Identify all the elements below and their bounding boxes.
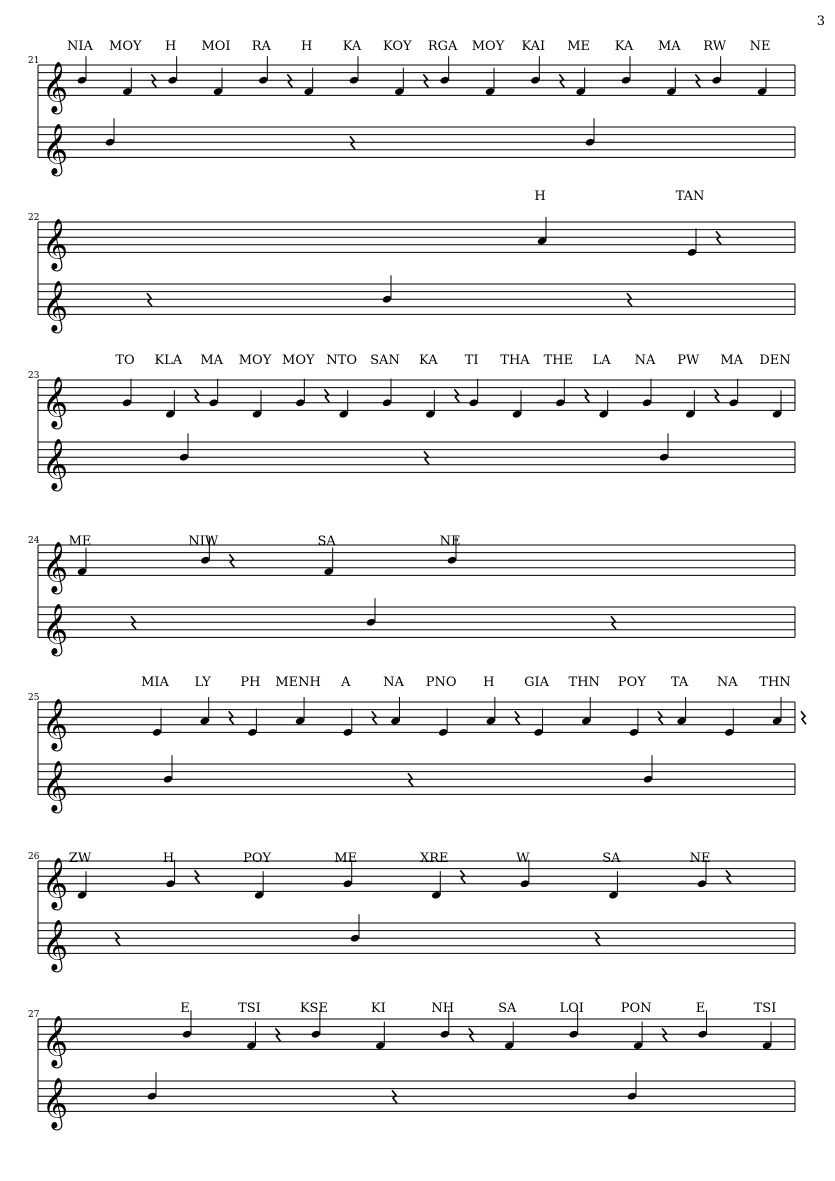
lyric-syllable: DEN [759,353,791,368]
lyric-syllable: H [164,39,177,54]
lyric-syllable: E [695,1001,706,1016]
staff-lower [38,1077,795,1130]
lyric-syllable: H [300,39,313,54]
lyric-syllable: NH [431,1001,455,1016]
treble-clef-icon: 𝄞 [42,61,69,113]
staff-upper [38,376,795,429]
lyric-syllable: THN [568,675,600,690]
lyric-syllable: NA [383,675,404,690]
staff-lower [38,280,795,333]
lyric-syllable: MA [657,39,681,54]
lyric-syllable: PH [240,675,261,690]
treble-clef-icon: 𝄞 [42,698,69,750]
lyric-syllable: RGA [427,39,458,54]
staff-upper [38,698,795,751]
rest-icon [801,711,806,724]
lyric-syllable: SA [498,1001,517,1016]
lyric-syllable: MOI [201,39,231,54]
staff-upper [38,218,795,271]
page-number: 3 [816,14,825,29]
lyric-syllable: MOY [238,353,272,368]
lyric-syllable: MENH [275,675,321,690]
measure-number: 26 [28,852,40,862]
lyric-syllable: KA [614,39,634,54]
lyric-syllable: LY [194,675,211,690]
lyric-syllable: XRE [420,851,449,866]
lyric-syllable: W [516,851,530,866]
lyric-syllable: ME [334,851,358,866]
lyric-syllable: THA [500,353,530,368]
lyric-syllable: PNO [425,675,457,690]
lyric-syllable: NE [749,39,771,54]
lyric-syllable: SA [317,534,336,549]
lyric-syllable: NIW [188,534,219,549]
lyric-syllable: NE [439,534,461,549]
lyric-syllable: A [341,675,351,690]
measure-number: 27 [28,1010,40,1020]
lyric-syllable: GIA [524,675,549,690]
lyric-syllable: E [180,1001,190,1016]
lyric-syllable: H [483,675,495,690]
lyric-syllable: LA [592,353,611,368]
lyric-syllable: TSI [753,1001,777,1016]
lyric-syllable: KSE [299,1001,328,1016]
treble-clef-icon: 𝄞 [42,376,69,428]
measure-number: 25 [28,693,40,703]
treble-clef-icon: 𝄞 [42,280,69,332]
staff-upper [38,1015,795,1068]
lyric-syllable: THN [759,675,791,690]
lyric-syllable: H [162,851,175,866]
lyric-syllable: SAN [370,353,400,368]
treble-clef-icon: 𝄞 [42,603,69,655]
lyric-syllable: THE [543,353,574,368]
treble-clef-icon: 𝄞 [42,1077,69,1129]
lyric-syllable: NA [634,353,656,368]
lyric-syllable: KLA [154,353,183,368]
treble-clef-icon: 𝄞 [42,760,69,812]
lyric-syllable: TAN [675,189,705,204]
lyric-syllable: H [534,189,546,204]
lyric-syllable: KOY [383,39,412,54]
measure-number: 23 [28,371,40,381]
lyric-syllable: MA [720,353,744,368]
lyric-syllable: KI [370,1001,386,1016]
lyric-syllable: MA [200,353,224,368]
lyric-syllable: TI [464,353,479,368]
staff-lower [38,438,795,491]
lyric-syllable: ZW [68,851,92,866]
staff-lower [38,603,795,656]
lyric-syllable: MOY [471,39,505,54]
lyric-syllable: NE [689,851,711,866]
lyric-syllable: NTO [326,353,358,368]
treble-clef-icon: 𝄞 [42,857,69,909]
measure-number: 22 [28,213,40,223]
staff-upper [38,61,795,114]
treble-clef-icon: 𝄞 [42,218,69,270]
staff-lower [38,919,795,972]
lyric-syllable: MOY [109,39,142,54]
lyric-syllable: TO [115,353,135,368]
lyric-syllable: PON [620,1001,652,1016]
lyric-syllable: POY [243,851,272,866]
staff-upper [38,541,795,594]
staff-lower [38,123,795,176]
lyric-syllable: LOI [559,1001,584,1016]
treble-clef-icon: 𝄞 [42,541,69,593]
lyric-syllable: ME [68,534,92,549]
lyric-syllable: MIA [141,675,169,690]
treble-clef-icon: 𝄞 [42,1015,69,1067]
lyric-syllable: NIA [67,39,93,54]
treble-clef-icon: 𝄞 [42,438,69,490]
lyric-syllable: PW [677,353,700,368]
lyric-syllable: MOY [282,353,315,368]
lyric-syllable: SA [602,851,621,866]
lyric-syllable: KA [342,39,362,54]
lyric-syllable: NA [716,675,738,690]
staff-upper [38,857,795,910]
treble-clef-icon: 𝄞 [42,123,69,175]
measure-number: 21 [28,56,40,66]
lyric-syllable: ME [567,39,591,54]
lyric-syllable: POY [617,675,646,690]
lyric-syllable: KAI [521,39,546,54]
lyric-syllable: TSI [238,1001,261,1016]
lyric-syllable: RA [251,39,271,54]
measure-number: 24 [28,536,40,546]
lyric-syllable: TA [670,675,689,690]
treble-clef-icon: 𝄞 [42,919,69,971]
lyric-syllable: KA [419,353,438,368]
staff-lower [38,760,795,813]
lyric-syllable: RW [703,39,727,54]
